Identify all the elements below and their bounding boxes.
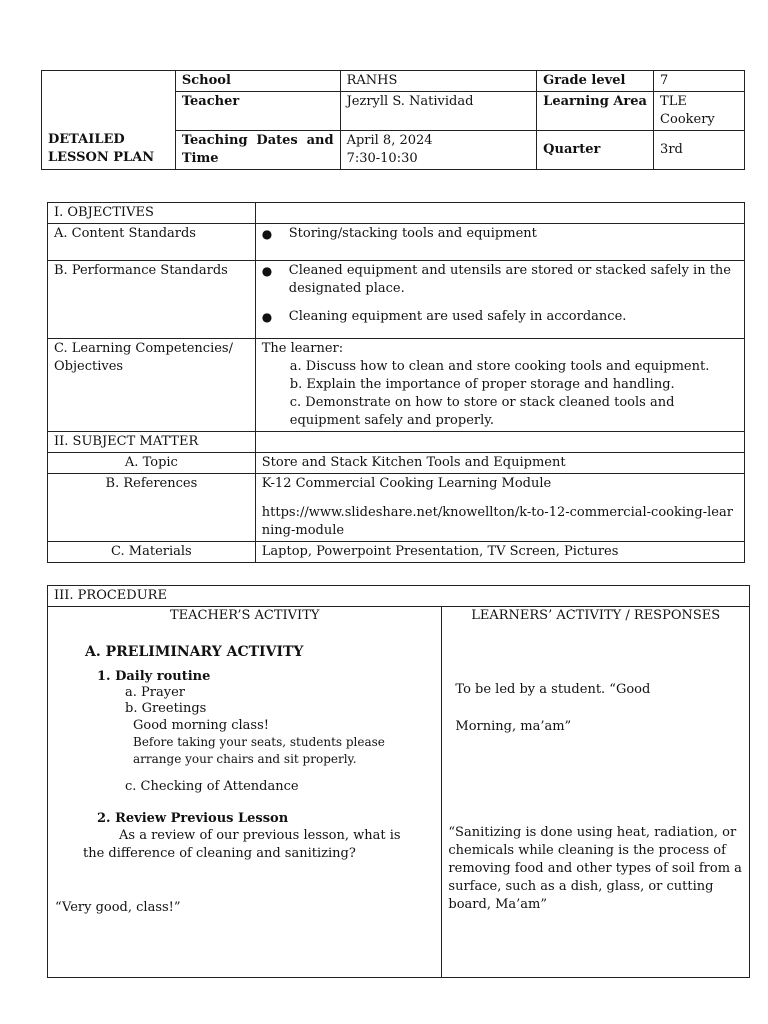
references-label: B. References <box>48 474 256 542</box>
performance-standards-label: B. Performance Standards <box>48 261 256 339</box>
competency-intro: The learner: <box>261 341 344 356</box>
dates-line-1: April 8, 2024 <box>346 133 433 148</box>
learner-activity-cell <box>442 607 750 978</box>
greetings-item: b. Greetings <box>125 701 207 716</box>
procedure-title: III. PROCEDURE <box>48 586 750 607</box>
prayer-item: a. Prayer <box>125 685 185 700</box>
plan-title: DETAILED LESSON PLAN <box>42 71 176 170</box>
quarter-label: Quarter <box>537 131 654 170</box>
quarter-value: 3rd <box>654 131 745 170</box>
review-question: As a review of our previous lesson, what is the difference of cleaning and sanitizing? <box>83 828 401 861</box>
dates-line-2: 7:30-10:30 <box>346 151 418 166</box>
competency-list <box>262 358 738 430</box>
objectives-title: I. OBJECTIVES <box>48 203 256 224</box>
area-value: TLE Cookery <box>654 92 745 131</box>
seat-instruction: Before taking your seats, students please arrange your chairs and sit properly. <box>133 735 385 766</box>
dates-value <box>340 131 537 170</box>
response-review: “Sanitizing is done using heat, radiation, or chemicals while cleaning is the process of removing food and other types of soil from a surface, such as a dish, glass, or cutting board, Ma’am” <box>448 825 742 912</box>
preliminary-heading: A. PRELIMINARY ACTIVITY <box>85 644 304 660</box>
materials-label: C. Materials <box>48 542 256 563</box>
greeting-line: Good morning class! <box>133 718 269 733</box>
content-standards-label: A. Content Standards <box>48 224 256 261</box>
review-heading: 2. Review Previous Lesson <box>97 811 289 826</box>
teacher-label: Teacher <box>175 92 340 131</box>
competency-item: b. Explain the importance of proper storage and handling. <box>289 377 675 392</box>
performance-standards-value <box>255 261 744 339</box>
competency-item: c. Demonstrate on how to store or stack cleaned tools and equipment safely and properly. <box>289 395 675 428</box>
performance-item: ● Cleaning equipment are used safely in accordance. <box>262 308 738 326</box>
dates-label <box>175 131 340 170</box>
reference-module: K-12 Commercial Cooking Learning Module <box>261 476 552 491</box>
daily-routine-heading: 1. Daily routine <box>97 669 211 684</box>
content-item: ● Storing/stacking tools and equipment <box>262 225 738 243</box>
performance-item: ● Cleaned equipment and utensils are stored or stacked safely in the designated place. <box>262 262 738 298</box>
references-value <box>255 474 744 542</box>
teacher-activity-cell <box>48 607 442 978</box>
dates-label-text: Teaching Dates and Time <box>181 133 334 166</box>
attendance-item: c. Checking of Attendance <box>125 779 299 794</box>
materials-value: Laptop, Powerpoint Presentation, TV Screen, Pictures <box>255 542 744 563</box>
teacher-value: Jezryll S. Natividad <box>340 92 537 131</box>
area-label: Learning Area <box>537 92 654 131</box>
topic-label: A. Topic <box>48 453 256 474</box>
teacher-col-header: TEACHER’S ACTIVITY <box>169 608 320 623</box>
competency-label: C. Learning Competencies/ Objectives <box>48 339 256 432</box>
reference-link: https://www.slideshare.net/knowellton/k-to-12-commercial-cooking-learning-module <box>261 505 733 538</box>
grade-value: 7 <box>654 71 745 92</box>
competency-value <box>255 339 744 432</box>
objectives-table <box>47 202 745 563</box>
response-prayer-line-1: To be led by a student. “Good <box>455 682 651 697</box>
topic-value: Store and Stack Kitchen Tools and Equipment <box>255 453 744 474</box>
school-value: RANHS <box>340 71 537 92</box>
grade-label: Grade level <box>537 71 654 92</box>
praise-line: “Very good, class!” <box>55 900 181 915</box>
learner-col-header: LEARNERS’ ACTIVITY / RESPONSES <box>471 608 721 623</box>
school-label: School <box>175 71 340 92</box>
subject-title: II. SUBJECT MATTER <box>48 432 256 453</box>
content-standards-value <box>255 224 744 261</box>
competency-item: a. Discuss how to clean and store cooking tools and equipment. <box>289 359 710 374</box>
lesson-header-table <box>41 70 745 170</box>
response-prayer-line-2: Morning, ma’am” <box>455 719 572 734</box>
procedure-table <box>47 585 750 978</box>
